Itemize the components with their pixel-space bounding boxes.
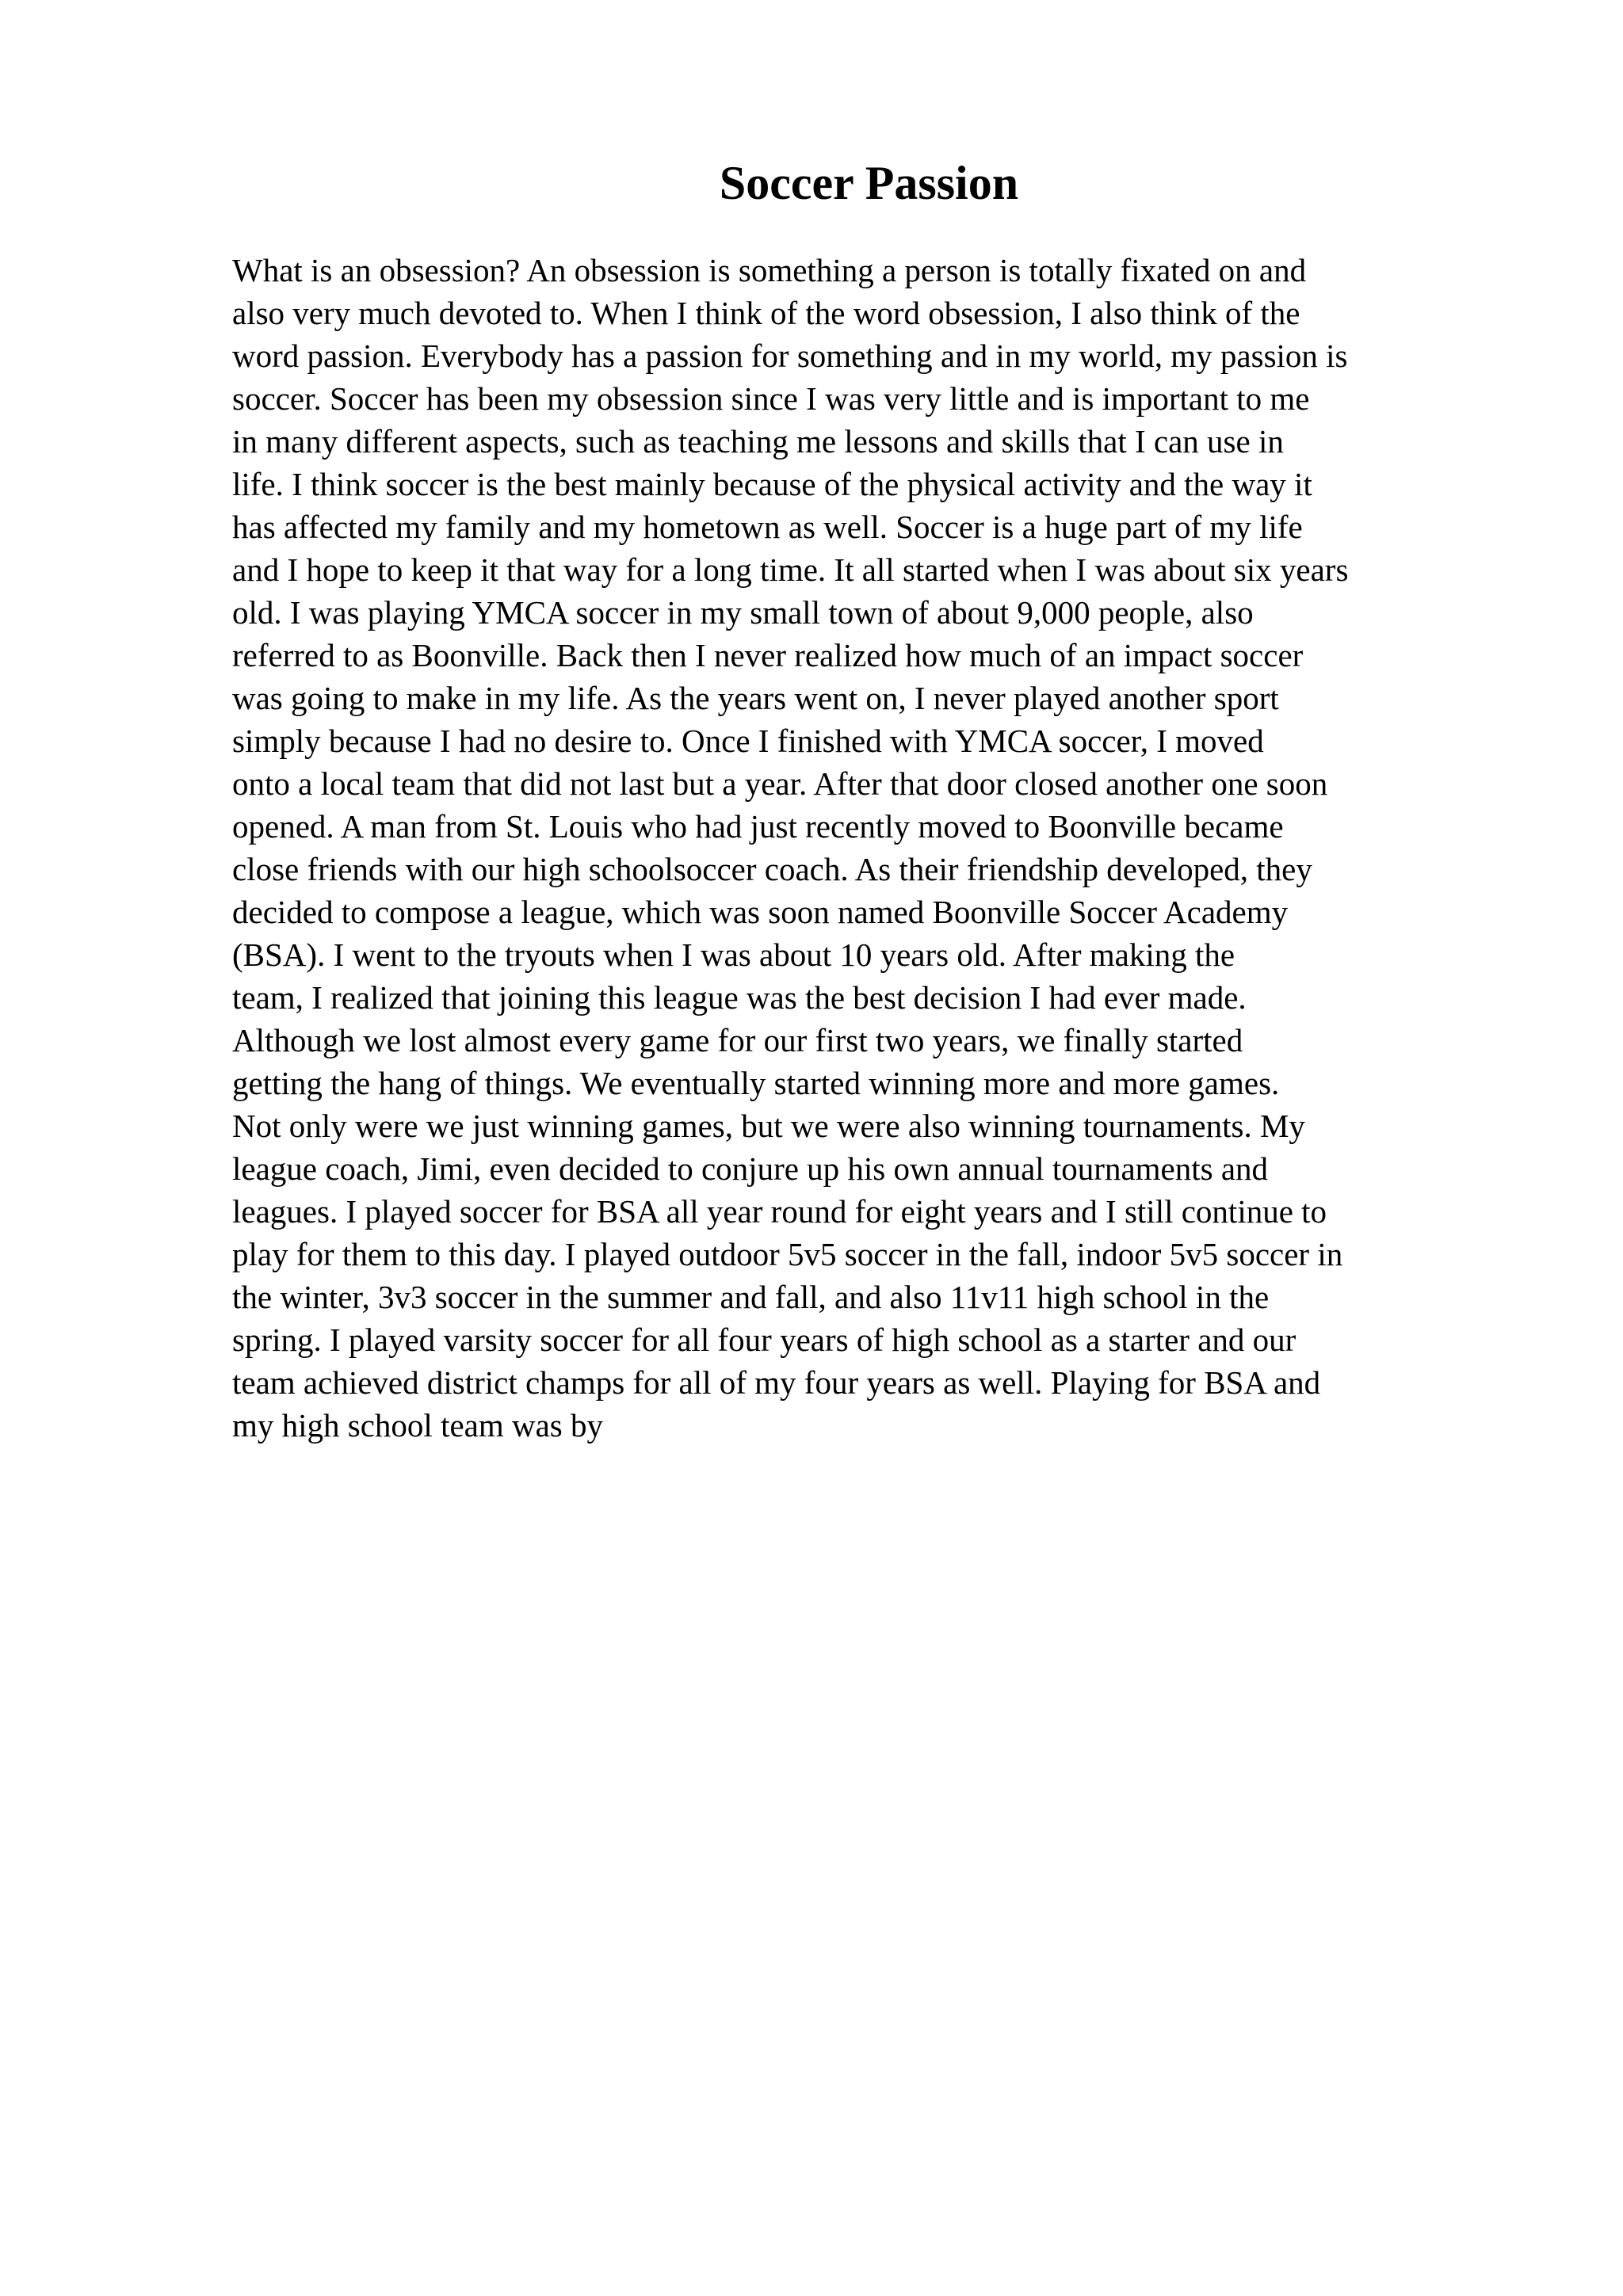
body-line: also very much devoted to. When I think of the word obsession, I also think of the (232, 295, 1300, 331)
body-line: referred to as Boonville. Back then I never realized how much of an impact soccer (232, 637, 1304, 673)
body-line: simply because I had no desire to. Once I finished with YMCA soccer, I moved (232, 723, 1264, 759)
body-line: and I hope to keep it that way for a long time. It all started when I was about six years (232, 551, 1349, 588)
body-line: decided to compose a league, which was soon named Boonville Soccer Academy (232, 894, 1289, 930)
document-title: Soccer Passion (719, 157, 1019, 209)
body-line: my high school team was by (232, 1407, 604, 1444)
body-line: Not only were we just winning games, but we were also winning tournaments. My (232, 1108, 1305, 1144)
body-line: has affected my family and my hometown as well. Soccer is a huge part of my life (232, 509, 1303, 545)
body-line: opened. A man from St. Louis who had just recently moved to Boonville became (232, 808, 1284, 845)
body-line: (BSA). I went to the tryouts when I was about 10 years old. After making the (232, 936, 1235, 973)
body-line: What is an obsession? An obsession is something a person is totally fixated on and (232, 252, 1307, 288)
body-line: was going to make in my life. As the years went on, I never played another sport (232, 680, 1279, 716)
body-line: the winter, 3v3 soccer in the summer and fall, and also 11v11 high school in the (232, 1279, 1270, 1315)
body-line: team, I realized that joining this league was the best decision I had ever made. (232, 979, 1247, 1016)
body-line: life. I think soccer is the best mainly because of the physical activity and the way it (232, 466, 1312, 502)
body-line: league coach, Jimi, even decided to conjure up his own annual tournaments and (232, 1150, 1269, 1187)
body-line: old. I was playing YMCA soccer in my small town of about 9,000 people, also (232, 594, 1254, 631)
body-line: team achieved district champs for all of my four years as well. Playing for BSA and (232, 1364, 1321, 1401)
body-line: getting the hang of things. We eventually started winning more and more games. (232, 1065, 1280, 1101)
body-line: leagues. I played soccer for BSA all year round for eight years and I still continue to (232, 1193, 1327, 1230)
body-line: close friends with our high schoolsoccer coach. As their friendship developed, they (232, 851, 1312, 887)
body-line: soccer. Soccer has been my obsession since I was very little and is important to me (232, 380, 1310, 417)
body-line: word passion. Everybody has a passion for something and in my world, my passion is (232, 338, 1348, 374)
body-line: in many different aspects, such as teaching me lessons and skills that I can use in (232, 423, 1284, 460)
body-line: play for them to this day. I played outdoor 5v5 soccer in the fall, indoor 5v5 soccer in (232, 1236, 1343, 1272)
body-line: Although we lost almost every game for our first two years, we finally started (232, 1022, 1243, 1058)
body-line: onto a local team that did not last but a year. After that door closed another one soon (232, 765, 1328, 802)
document-body (232, 249, 1532, 1447)
body-line: spring. I played varsity soccer for all four years of high school as a starter and our (232, 1322, 1296, 1358)
